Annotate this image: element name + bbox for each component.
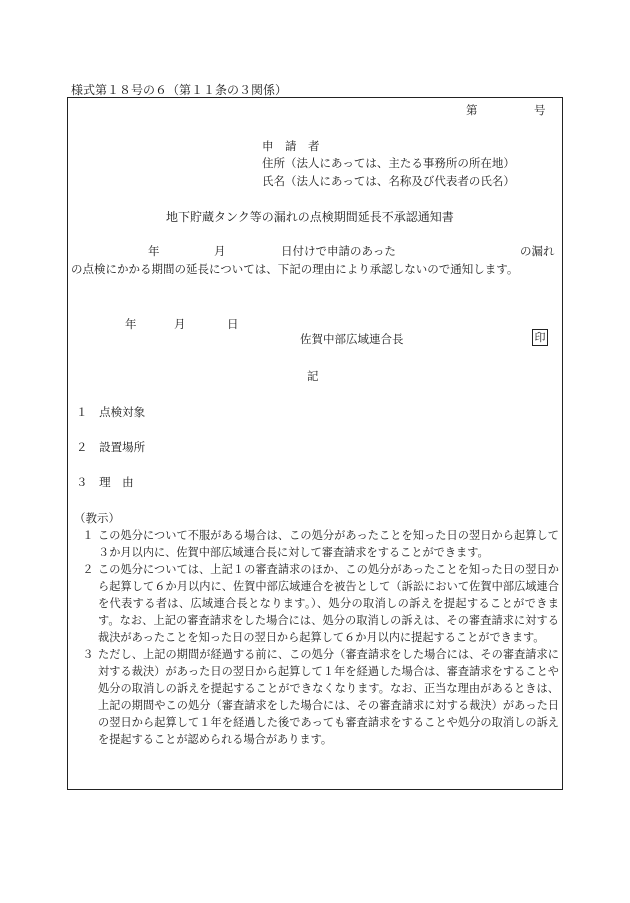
- seal-mark: 印: [532, 329, 548, 346]
- body-text: の点検にかかる期間の延長については、下記の理由により承認しないので通知します。: [71, 262, 519, 276]
- doc-number-go: 号: [534, 103, 546, 117]
- date-year: 年: [125, 317, 137, 331]
- note-item-3: [78, 646, 559, 748]
- note-number: ３: [82, 648, 94, 661]
- item-label: 理 由: [99, 475, 134, 489]
- sender: 佐賀中部広域連合長: [300, 332, 404, 346]
- note-number: ２: [82, 563, 94, 576]
- note-text: ただし、上記の期間が経過する前に、この処分（審査請求をした場合には、その審査請求に対する裁決）があった日の翌日から起算して１年を経過した場合は、審査請求をすることや処分の取消しの訴えを提起することができなくなります。なお、正当な理由があるときは、上記の期間やこの処分（審査請求をした場合には、その審査請求に対する裁決）があった日の翌日から起算して１年を経過した後であっても審査請求をすることや処分の取消しの訴えを提起することが認められる場合があります。: [98, 648, 559, 746]
- note-number: １: [82, 529, 94, 542]
- note-text: この処分について不服がある場合は、この処分があったことを知った日の翌日から起算して３か月以内に、佐賀中部広域連合長に対して審査請求をすることができます。: [98, 529, 559, 559]
- notes-heading: （教示）: [74, 511, 120, 525]
- form-number: 様式第１８号の６（第１１条の３関係）: [71, 83, 288, 97]
- item-3: [76, 474, 134, 490]
- item-number: １: [76, 405, 88, 419]
- item-number: ３: [76, 475, 88, 489]
- body-application-date: 日付けで申請のあった: [281, 244, 396, 258]
- date-month: 月: [174, 317, 186, 331]
- ki-heading: 記: [307, 369, 319, 383]
- body-leak: の漏れ: [520, 244, 555, 258]
- item-label: 設置場所: [99, 440, 146, 454]
- note-text: この処分については、上記１の審査請求のほか、この処分があったことを知った日の翌日から起算して６か月以内に、佐賀中部広域連合を被告として（訴訟において佐賀中部広域連合を代表する者は、広域連合長となります。）、処分の取消しの訴えを提起することができます。なお、上記の審査請求をした場合には、処分の取消しの訴えは、その審査請求に対する裁決があったことを知った日の翌日から起算して６か月以内に提起することができます。: [98, 563, 559, 644]
- item-1: [76, 404, 145, 420]
- document-title: 地下貯蔵タンク等の漏れの点検期間延長不承認通知書: [166, 210, 454, 224]
- doc-number-dai: 第: [466, 103, 478, 117]
- body-year: 年: [148, 244, 160, 258]
- note-item-2: [78, 561, 559, 646]
- item-2: [76, 439, 145, 455]
- body-month: 月: [214, 244, 226, 258]
- item-number: ２: [76, 440, 88, 454]
- applicant-label: 申 請 者: [262, 139, 320, 153]
- notes-list: [78, 527, 559, 748]
- applicant-address: 住所（法人にあっては、主たる事務所の所在地）: [262, 156, 515, 170]
- item-label: 点検対象: [99, 405, 146, 419]
- date-day: 日: [227, 317, 239, 331]
- note-item-1: [78, 527, 559, 561]
- applicant-name: 氏名（法人にあっては、名称及び代表者の氏名）: [262, 174, 515, 188]
